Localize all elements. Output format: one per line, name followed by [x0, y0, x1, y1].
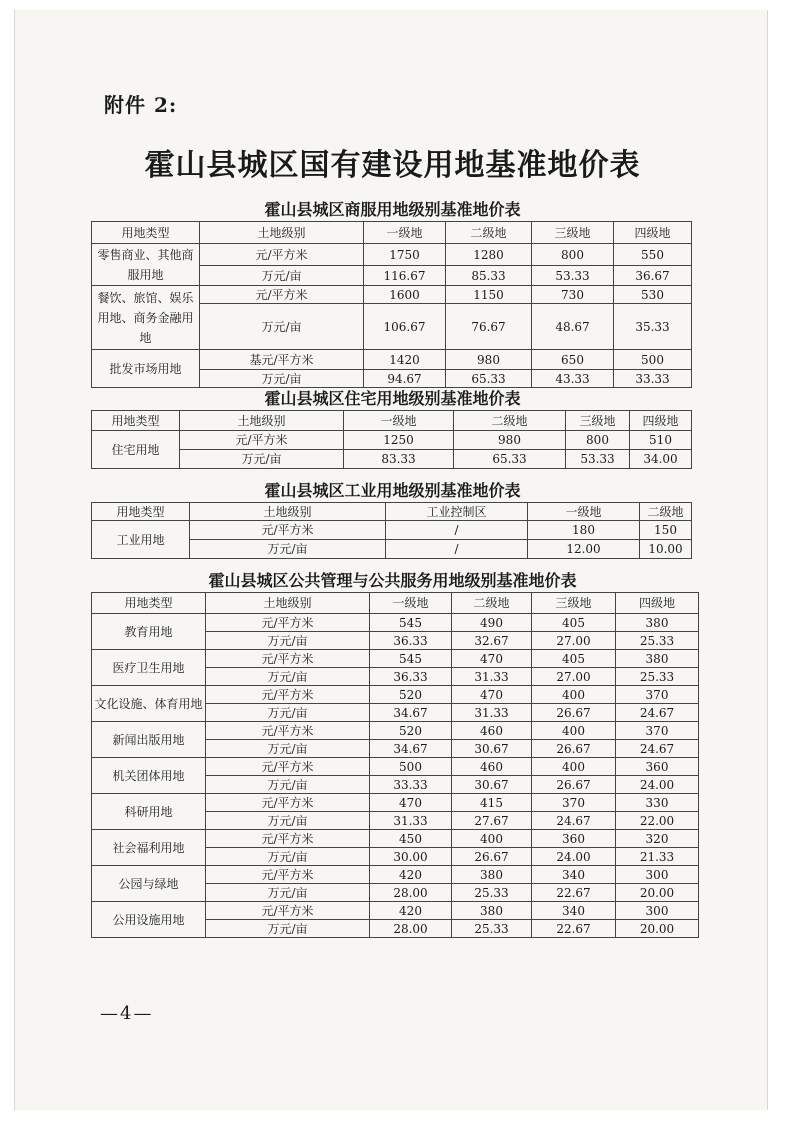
unit-cell: 元/平方米: [206, 758, 370, 776]
unit-cell: 万元/亩: [180, 450, 344, 469]
price-cell: 36.67: [614, 266, 692, 286]
column-header: 用地类型: [92, 503, 190, 521]
price-cell: 545: [370, 614, 452, 632]
unit-cell: 元/平方米: [206, 686, 370, 704]
column-header: 土地级别: [180, 411, 344, 431]
price-cell: 1750: [364, 244, 446, 266]
price-cell: 370: [616, 722, 699, 740]
price-cell: 500: [370, 758, 452, 776]
column-header: 土地级别: [190, 503, 386, 521]
table-row: [92, 902, 699, 920]
price-cell: 730: [532, 286, 614, 304]
price-cell: 980: [446, 350, 532, 370]
commercial-table-title: 霍山县城区商服用地级别基准地价表: [264, 200, 521, 219]
price-cell: 460: [452, 722, 532, 740]
unit-cell: 万元/亩: [206, 848, 370, 866]
land-use-type-cell: 工业用地: [92, 521, 190, 559]
table-row: [92, 686, 699, 704]
column-header: 土地级别: [206, 593, 370, 614]
price-cell: 35.33: [614, 304, 692, 350]
price-cell: 450: [370, 830, 452, 848]
unit-cell: 万元/亩: [200, 304, 364, 350]
price-cell: 25.33: [616, 668, 699, 686]
price-cell: 520: [370, 686, 452, 704]
price-cell: 26.67: [532, 740, 616, 758]
price-cell: 24.00: [532, 848, 616, 866]
price-cell: 106.67: [364, 304, 446, 350]
price-cell: 85.33: [446, 266, 532, 286]
price-cell: 21.33: [616, 848, 699, 866]
table-row: [92, 650, 699, 668]
header-row: [92, 503, 692, 521]
price-cell: 510: [630, 431, 692, 450]
unit-cell: 元/平方米: [190, 521, 386, 540]
unit-cell: 元/平方米: [206, 866, 370, 884]
price-cell: 65.33: [446, 370, 532, 388]
price-cell: 470: [452, 650, 532, 668]
header-row: [92, 411, 692, 431]
unit-cell: 元/平方米: [206, 830, 370, 848]
price-cell: 12.00: [528, 540, 640, 559]
price-cell: 415: [452, 794, 532, 812]
header-row: [92, 593, 699, 614]
price-cell: 1250: [344, 431, 454, 450]
commercial-land-price-table: [91, 221, 692, 388]
column-header: 二级地: [640, 503, 692, 521]
unit-cell: 元/平方米: [206, 902, 370, 920]
column-header: 土地级别: [200, 222, 364, 244]
land-use-type-cell: 公用设施用地: [92, 902, 206, 938]
unit-cell: 万元/亩: [206, 920, 370, 938]
price-cell: 43.33: [532, 370, 614, 388]
price-cell: 116.67: [364, 266, 446, 286]
price-cell: 53.33: [532, 266, 614, 286]
price-cell: 1420: [364, 350, 446, 370]
price-cell: 20.00: [616, 884, 699, 902]
unit-cell: 万元/亩: [206, 884, 370, 902]
price-cell: 36.33: [370, 668, 452, 686]
price-cell: 405: [532, 614, 616, 632]
price-cell: 30.67: [452, 776, 532, 794]
price-cell: 300: [616, 866, 699, 884]
column-header: 二级地: [452, 593, 532, 614]
price-cell: 1600: [364, 286, 446, 304]
column-header: 用地类型: [92, 411, 180, 431]
price-cell: 360: [532, 830, 616, 848]
price-cell: 22.67: [532, 884, 616, 902]
price-cell: 545: [370, 650, 452, 668]
table-row: [92, 244, 692, 266]
table-row: [92, 794, 699, 812]
attachment-label: 附件 2:: [104, 93, 178, 117]
land-use-type-cell: 公园与绿地: [92, 866, 206, 902]
price-cell: 24.67: [532, 812, 616, 830]
price-cell: 31.33: [452, 668, 532, 686]
price-cell: 20.00: [616, 920, 699, 938]
land-use-type-cell: 零售商业、其他商服用地: [92, 244, 200, 286]
column-header: 二级地: [446, 222, 532, 244]
unit-cell: 基元/平方米: [200, 350, 364, 370]
price-cell: 28.00: [370, 920, 452, 938]
unit-cell: 万元/亩: [206, 776, 370, 794]
price-cell: 26.67: [452, 848, 532, 866]
price-cell: 25.33: [616, 632, 699, 650]
price-cell: 460: [452, 758, 532, 776]
unit-cell: 元/平方米: [180, 431, 344, 450]
price-cell: 470: [370, 794, 452, 812]
land-use-type-cell: 餐饮、旅馆、娱乐用地、商务金融用地: [92, 286, 200, 350]
column-header: 二级地: [454, 411, 566, 431]
price-cell: 360: [616, 758, 699, 776]
page-number: —4—: [100, 1003, 154, 1024]
price-cell: 380: [452, 902, 532, 920]
price-cell: 490: [452, 614, 532, 632]
column-header: 工业控制区: [386, 503, 528, 521]
column-header: 用地类型: [92, 593, 206, 614]
price-cell: 330: [616, 794, 699, 812]
price-cell: 380: [452, 866, 532, 884]
column-header: 三级地: [532, 593, 616, 614]
document-title: 霍山县城区国有建设用地基准地价表: [144, 148, 641, 183]
price-cell: 53.33: [566, 450, 630, 469]
price-cell: 31.33: [370, 812, 452, 830]
price-cell: 10.00: [640, 540, 692, 559]
price-cell: 27.67: [452, 812, 532, 830]
table-row: [92, 450, 692, 469]
price-cell: 24.00: [616, 776, 699, 794]
price-cell: 36.33: [370, 632, 452, 650]
table-row: [92, 866, 699, 884]
price-cell: 340: [532, 902, 616, 920]
table-row: [92, 758, 699, 776]
unit-cell: 元/平方米: [206, 794, 370, 812]
price-cell: 30.67: [452, 740, 532, 758]
price-cell: 150: [640, 521, 692, 540]
column-header: 四级地: [630, 411, 692, 431]
price-cell: 400: [532, 722, 616, 740]
land-use-type-cell: 批发市场用地: [92, 350, 200, 388]
column-header: 三级地: [566, 411, 630, 431]
unit-cell: 元/平方米: [206, 650, 370, 668]
column-header: 一级地: [364, 222, 446, 244]
price-cell: 980: [454, 431, 566, 450]
price-cell: 34.67: [370, 740, 452, 758]
unit-cell: 元/平方米: [200, 244, 364, 266]
price-cell: 1280: [446, 244, 532, 266]
price-cell: 27.00: [532, 632, 616, 650]
price-cell: /: [386, 540, 528, 559]
land-use-type-cell: 新闻出版用地: [92, 722, 206, 758]
price-cell: 300: [616, 902, 699, 920]
public-service-land-price-table: [91, 592, 699, 938]
price-cell: 370: [616, 686, 699, 704]
industrial-table-title: 霍山县城区工业用地级别基准地价表: [264, 481, 521, 500]
price-cell: 370: [532, 794, 616, 812]
column-header: 三级地: [532, 222, 614, 244]
price-cell: 320: [616, 830, 699, 848]
price-cell: 94.67: [364, 370, 446, 388]
land-use-type-cell: 医疗卫生用地: [92, 650, 206, 686]
price-cell: /: [386, 521, 528, 540]
price-cell: 405: [532, 650, 616, 668]
price-cell: 800: [532, 244, 614, 266]
table-row: [92, 614, 699, 632]
price-cell: 420: [370, 866, 452, 884]
column-header: 一级地: [344, 411, 454, 431]
price-cell: 520: [370, 722, 452, 740]
price-cell: 400: [452, 830, 532, 848]
column-header: 一级地: [370, 593, 452, 614]
price-cell: 650: [532, 350, 614, 370]
unit-cell: 万元/亩: [206, 632, 370, 650]
unit-cell: 万元/亩: [206, 740, 370, 758]
residential-land-price-table: [91, 410, 692, 469]
price-cell: 26.67: [532, 776, 616, 794]
price-cell: 400: [532, 686, 616, 704]
unit-cell: 万元/亩: [206, 812, 370, 830]
price-cell: 420: [370, 902, 452, 920]
unit-cell: 元/平方米: [200, 286, 364, 304]
price-cell: 24.67: [616, 704, 699, 722]
price-cell: 26.67: [532, 704, 616, 722]
public-service-table-title: 霍山县城区公共管理与公共服务用地级别基准地价表: [208, 571, 577, 590]
land-use-type-cell: 教育用地: [92, 614, 206, 650]
price-cell: 30.00: [370, 848, 452, 866]
table-row: [92, 431, 692, 450]
land-use-type-cell: 住宅用地: [92, 431, 180, 469]
unit-cell: 元/平方米: [206, 614, 370, 632]
price-cell: 22.00: [616, 812, 699, 830]
unit-cell: 万元/亩: [206, 704, 370, 722]
price-cell: 48.67: [532, 304, 614, 350]
price-cell: 25.33: [452, 920, 532, 938]
price-cell: 800: [566, 431, 630, 450]
price-cell: 65.33: [454, 450, 566, 469]
price-cell: 25.33: [452, 884, 532, 902]
price-cell: 380: [616, 614, 699, 632]
price-cell: 550: [614, 244, 692, 266]
column-header: 一级地: [528, 503, 640, 521]
table-row: [92, 350, 692, 370]
unit-cell: 万元/亩: [200, 370, 364, 388]
price-cell: 24.67: [616, 740, 699, 758]
table-row: [92, 286, 692, 304]
column-header: 四级地: [614, 222, 692, 244]
price-cell: 380: [616, 650, 699, 668]
column-header: 四级地: [616, 593, 699, 614]
industrial-land-price-table: [91, 502, 692, 559]
price-cell: 400: [532, 758, 616, 776]
price-cell: 530: [614, 286, 692, 304]
price-cell: 470: [452, 686, 532, 704]
price-cell: 180: [528, 521, 640, 540]
price-cell: 83.33: [344, 450, 454, 469]
unit-cell: 万元/亩: [200, 266, 364, 286]
unit-cell: 万元/亩: [190, 540, 386, 559]
price-cell: 76.67: [446, 304, 532, 350]
price-cell: 33.33: [614, 370, 692, 388]
price-cell: 340: [532, 866, 616, 884]
price-cell: 34.67: [370, 704, 452, 722]
table-row: [92, 521, 692, 540]
price-cell: 500: [614, 350, 692, 370]
price-cell: 1150: [446, 286, 532, 304]
price-cell: 34.00: [630, 450, 692, 469]
header-row: [92, 222, 692, 244]
price-cell: 32.67: [452, 632, 532, 650]
column-header: 用地类型: [92, 222, 200, 244]
land-use-type-cell: 机关团体用地: [92, 758, 206, 794]
land-use-type-cell: 科研用地: [92, 794, 206, 830]
unit-cell: 元/平方米: [206, 722, 370, 740]
table-row: [92, 830, 699, 848]
price-cell: 22.67: [532, 920, 616, 938]
residential-table-title: 霍山县城区住宅用地级别基准地价表: [264, 389, 521, 408]
price-cell: 33.33: [370, 776, 452, 794]
land-use-type-cell: 社会福利用地: [92, 830, 206, 866]
price-cell: 27.00: [532, 668, 616, 686]
table-row: [92, 722, 699, 740]
price-cell: 31.33: [452, 704, 532, 722]
land-use-type-cell: 文化设施、体育用地: [92, 686, 206, 722]
price-cell: 28.00: [370, 884, 452, 902]
unit-cell: 万元/亩: [206, 668, 370, 686]
